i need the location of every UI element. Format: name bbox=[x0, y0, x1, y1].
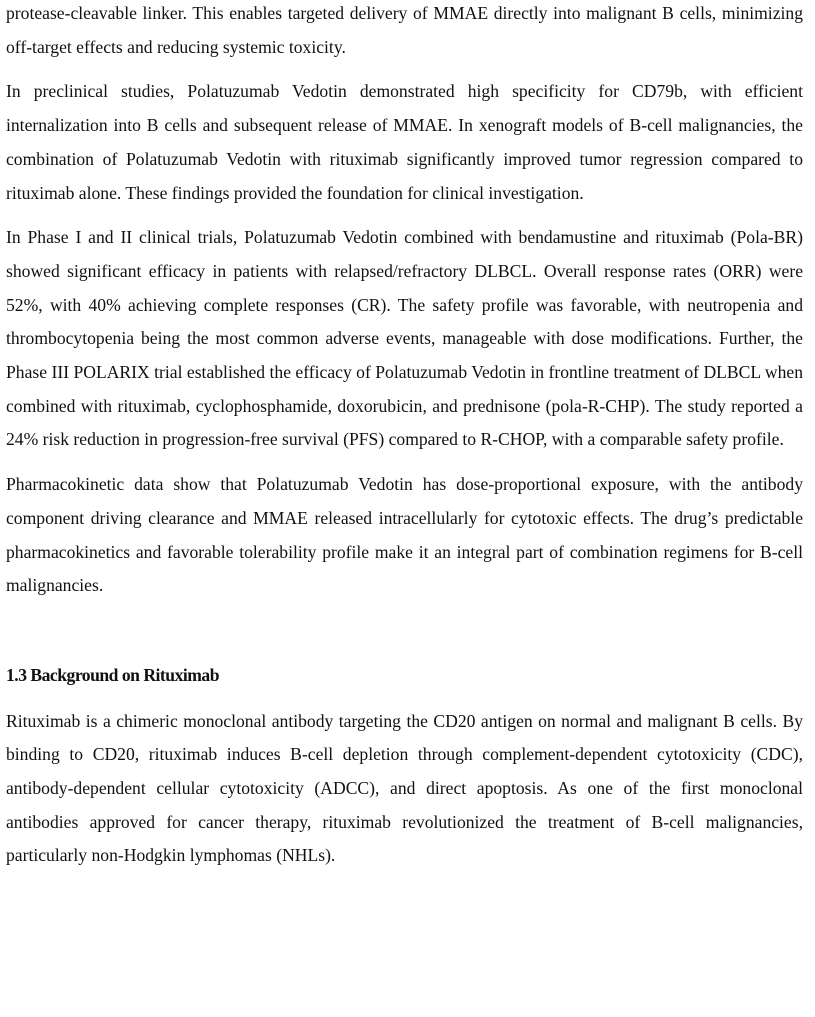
spacer bbox=[6, 457, 803, 468]
paragraph-pharmacokinetics: Pharmacokinetic data show that Polatuzumab Vedotin has dose-proportional exposure, with the antibody component driving clearance and MMAE released intracellularly for cytotoxic effects. The drug’s predictable pharmacokinetics and favorable tolerability profile make it an integral part of combination regimens for B-cell malignancies. bbox=[6, 474, 803, 596]
paragraph-linker-summary: protease-cleavable linker. This enables targeted delivery of MMAE directly into malignant B cells, minimizing off-target effects and reducing systemic toxicity. bbox=[6, 3, 803, 57]
document-page bbox=[6, 0, 803, 873]
section-heading: 1.3 Background on Rituximab bbox=[6, 664, 219, 685]
spacer bbox=[6, 210, 803, 221]
paragraph-clinical-trials: In Phase I and II clinical trials, Polatuzumab Vedotin combined with bendamustine and rituximab (Pola-BR) showed significant efficacy in patients with relapsed/refractory DLBCL. Overall response rates (ORR) were 52%, with 40% achieving complete responses (CR). The safety profile was favorable, with neutropenia and thrombocytopenia being the most common adverse events, manageable with dose modifications. Further, the Phase III POLARIX trial established the efficacy of Polatuzumab Vedotin in frontline treatment of DLBCL when combined with rituximab, cyclophosphamide, doxorubicin, and prednisone (pola-R-CHP). The study reported a 24% risk reduction in progression-free survival (PFS) compared to R-CHOP, with a comparable safety profile. bbox=[6, 227, 803, 450]
spacer bbox=[6, 64, 803, 75]
paragraph-preclinical-studies: In preclinical studies, Polatuzumab Vedotin demonstrated high specificity for CD79b, with efficient internalization into B cells and subsequent release of MMAE. In xenograft models of B-cell malignancies, the combination of Polatuzumab Vedotin with rituximab significantly improved tumor regression compared to rituximab alone. These findings provided the foundation for clinical investigation. bbox=[6, 81, 803, 203]
spacer bbox=[6, 603, 803, 659]
spacer bbox=[6, 693, 803, 705]
paragraph-rituximab-background: Rituximab is a chimeric monoclonal antibody targeting the CD20 antigen on normal and malignant B cells. By binding to CD20, rituximab induces B-cell depletion through complement-dependent cytotoxicity (CDC), antibody-dependent cellular cytotoxicity (ADCC), and direct apoptosis. As one of the first monoclonal antibodies approved for cancer therapy, rituximab revolutionized the treatment of B-cell malignancies, particularly non-Hodgkin lymphomas (NHLs). bbox=[6, 710, 803, 866]
